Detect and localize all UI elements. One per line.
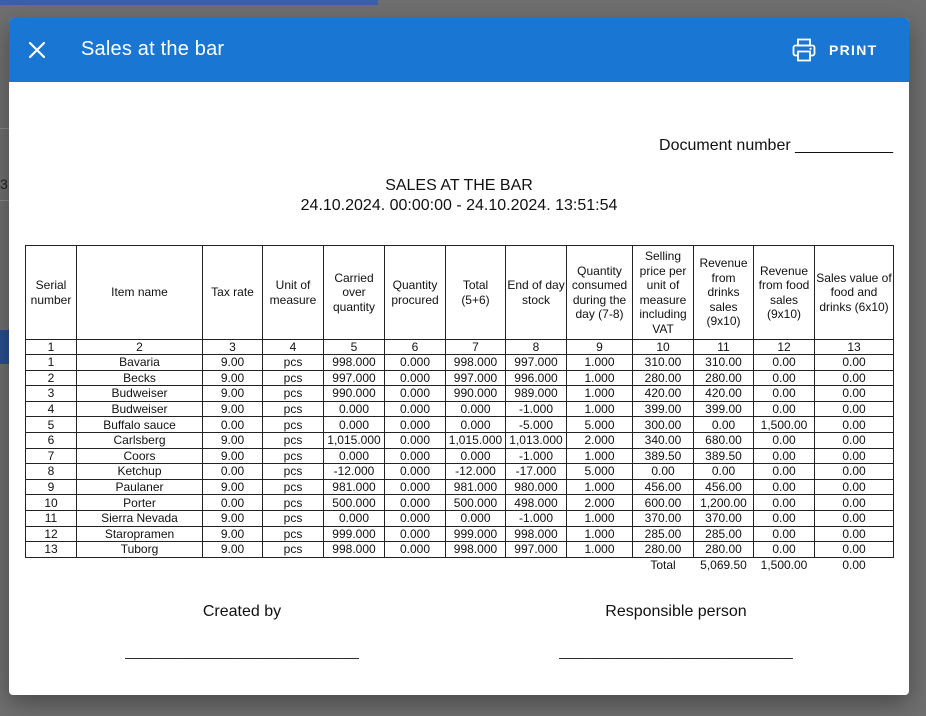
table-cell: 999.000 [324, 526, 385, 542]
table-cell: 280.00 [633, 542, 694, 558]
column-number: 5 [324, 340, 385, 355]
table-cell: 1.000 [567, 526, 633, 542]
table-cell: 0.000 [385, 432, 446, 448]
table-cell: 0.000 [385, 355, 446, 371]
created-by-signature-line: ______________________________ [125, 643, 359, 659]
table-cell: 3 [26, 386, 77, 402]
table-cell: 340.00 [633, 432, 694, 448]
table-cell: 498.000 [506, 495, 567, 511]
table-cell: 998.000 [324, 355, 385, 371]
totals-label: Total [650, 558, 676, 573]
table-row [26, 417, 894, 433]
table-cell: 370.00 [694, 510, 754, 526]
table-cell: 998.000 [324, 542, 385, 558]
column-header: End of day stock [506, 246, 567, 340]
table-cell: 5.000 [567, 417, 633, 433]
document-number: Document number ___________ [659, 137, 893, 154]
table-row [26, 401, 894, 417]
table-cell: 7 [26, 448, 77, 464]
responsible-label: Responsible person [605, 603, 747, 620]
table-cell: 1,013.000 [506, 432, 567, 448]
table-cell: 0.00 [754, 495, 815, 511]
table-cell: 0.00 [815, 355, 894, 371]
table-row [26, 542, 894, 558]
column-header: Item name [77, 246, 203, 340]
table-cell: 420.00 [694, 386, 754, 402]
report-title: SALES AT THE BAR [385, 177, 533, 194]
column-header: Quantity procured [385, 246, 446, 340]
table-cell: 9.00 [203, 542, 263, 558]
table-cell: 500.000 [324, 495, 385, 511]
table-cell: 0.000 [385, 370, 446, 386]
table-cell: 0.00 [815, 479, 894, 495]
table-cell: 0.000 [385, 464, 446, 480]
dialog-header [9, 18, 909, 82]
table-cell: 981.000 [446, 479, 506, 495]
table-cell: 998.000 [506, 526, 567, 542]
column-number: 1 [26, 340, 77, 355]
table-cell: 0.00 [815, 401, 894, 417]
table-cell: -1.000 [506, 510, 567, 526]
table-cell: 0.000 [385, 479, 446, 495]
column-number: 2 [77, 340, 203, 355]
table-cell: 370.00 [633, 510, 694, 526]
table-cell: 0.000 [324, 401, 385, 417]
table-cell: 998.000 [446, 542, 506, 558]
table-cell: 0.00 [815, 510, 894, 526]
table-cell: 9.00 [203, 510, 263, 526]
table-cell: 1.000 [567, 370, 633, 386]
table-cell: 399.00 [694, 401, 754, 417]
column-header: Revenue from food sales (9x10) [754, 246, 815, 340]
table-cell: 0.000 [385, 542, 446, 558]
table-cell: 1,015.000 [446, 432, 506, 448]
table-cell: 0.000 [385, 526, 446, 542]
table-cell: -17.000 [506, 464, 567, 480]
table-cell: 1.000 [567, 510, 633, 526]
table-cell: 0.000 [446, 417, 506, 433]
table-row [26, 526, 894, 542]
table-cell: 9.00 [203, 370, 263, 386]
table-cell: 0.000 [385, 448, 446, 464]
column-header: Tax rate [203, 246, 263, 340]
document-area [9, 82, 909, 695]
table-row [26, 448, 894, 464]
table-cell: 280.00 [694, 542, 754, 558]
table-cell: 0.00 [754, 355, 815, 371]
column-number-row [26, 340, 894, 355]
table-cell: pcs [263, 401, 324, 417]
table-cell: 456.00 [633, 479, 694, 495]
table-cell: Porter [77, 495, 203, 511]
table-cell: pcs [263, 432, 324, 448]
table-cell: pcs [263, 510, 324, 526]
created-by-block [122, 603, 362, 659]
table-cell: pcs [263, 370, 324, 386]
table-cell: 0.00 [754, 386, 815, 402]
table-cell: 1.000 [567, 355, 633, 371]
table-cell: 0.00 [694, 464, 754, 480]
table-cell: 10 [26, 495, 77, 511]
table-cell: 997.000 [446, 370, 506, 386]
background-topbar [0, 0, 378, 5]
totals-row [26, 557, 894, 572]
table-cell: 600.00 [633, 495, 694, 511]
table-cell: 6 [26, 432, 77, 448]
table-cell: 9.00 [203, 526, 263, 542]
total-drinks: 5,069.50 [700, 558, 747, 573]
table-cell: 0.00 [203, 464, 263, 480]
totals-spacer [26, 557, 633, 572]
column-number: 9 [567, 340, 633, 355]
table-cell: 389.50 [633, 448, 694, 464]
table-cell: 0.00 [754, 510, 815, 526]
table-row [26, 510, 894, 526]
table-cell: 280.00 [633, 370, 694, 386]
table-cell: 8 [26, 464, 77, 480]
table-cell: pcs [263, 417, 324, 433]
table-cell: pcs [263, 526, 324, 542]
table-cell: -1.000 [506, 448, 567, 464]
table-cell: 280.00 [694, 370, 754, 386]
table-cell: -12.000 [324, 464, 385, 480]
printer-icon [791, 37, 817, 63]
table-cell: Carlsberg [77, 432, 203, 448]
table-cell: Budweiser [77, 401, 203, 417]
background-partial-text: 3 [0, 176, 8, 192]
table-cell: 1.000 [567, 479, 633, 495]
table-cell: 0.00 [815, 386, 894, 402]
table-cell: Coors [77, 448, 203, 464]
print-button-label: PRINT [829, 42, 878, 58]
table-cell: pcs [263, 386, 324, 402]
column-header: Sales value of food and drinks (6x10) [815, 246, 894, 340]
table-cell: 1.000 [567, 542, 633, 558]
table-cell: 1 [26, 355, 77, 371]
table-cell: 1.000 [567, 401, 633, 417]
table-cell: 0.000 [446, 510, 506, 526]
column-header: Selling price per unit of measure including VAT [633, 246, 694, 340]
column-header: Serial number [26, 246, 77, 340]
table-cell: 12 [26, 526, 77, 542]
table-cell: 1.000 [567, 448, 633, 464]
table-cell: 9.00 [203, 386, 263, 402]
table-cell: 0.000 [385, 386, 446, 402]
table-cell: 5 [26, 417, 77, 433]
column-number: 6 [385, 340, 446, 355]
table-cell: 0.00 [815, 370, 894, 386]
table-cell: Staropramen [77, 526, 203, 542]
table-cell: 9.00 [203, 448, 263, 464]
table-cell: 0.00 [203, 417, 263, 433]
total-sales: 0.00 [842, 558, 866, 573]
close-button[interactable] [23, 36, 51, 64]
column-header: Carried over quantity [324, 246, 385, 340]
table-cell: 0.00 [694, 417, 754, 433]
print-button[interactable] [791, 34, 878, 66]
table-cell: 500.000 [446, 495, 506, 511]
table-cell: 1,500.00 [754, 417, 815, 433]
column-number: 8 [506, 340, 567, 355]
table-header-row [26, 246, 894, 340]
table-cell: 0.000 [324, 448, 385, 464]
table-cell: Ketchup [77, 464, 203, 480]
table-cell: Tuborg [77, 542, 203, 558]
table-cell: 310.00 [633, 355, 694, 371]
table-cell: 998.000 [446, 355, 506, 371]
table-cell: Budweiser [77, 386, 203, 402]
table-row [26, 464, 894, 480]
table-cell: 0.000 [324, 417, 385, 433]
table-row [26, 479, 894, 495]
table-cell: 389.50 [694, 448, 754, 464]
table-cell: 0.00 [754, 526, 815, 542]
column-header: Revenue from drinks sales (9x10) [694, 246, 754, 340]
table-cell: pcs [263, 464, 324, 480]
table-cell: 0.000 [385, 401, 446, 417]
table-cell: 9.00 [203, 432, 263, 448]
column-header: Quantity consumed during the day (7-8) [567, 246, 633, 340]
table-cell: Sierra Nevada [77, 510, 203, 526]
table-cell: 11 [26, 510, 77, 526]
table-cell: 9.00 [203, 479, 263, 495]
table-cell: 981.000 [324, 479, 385, 495]
table-cell: 9.00 [203, 355, 263, 371]
total-food: 1,500.00 [760, 558, 808, 573]
table-cell: 680.00 [694, 432, 754, 448]
table-cell: 0.00 [815, 464, 894, 480]
table-cell: -12.000 [446, 464, 506, 480]
table-cell: 0.00 [815, 448, 894, 464]
table-cell: Becks [77, 370, 203, 386]
table-cell: 420.00 [633, 386, 694, 402]
responsible-signature-line: ______________________________ [559, 643, 793, 659]
table-row [26, 432, 894, 448]
table-row [26, 386, 894, 402]
table-cell: 1.000 [567, 386, 633, 402]
table-cell: 2.000 [567, 432, 633, 448]
table-row [26, 370, 894, 386]
table-cell: 0.000 [324, 510, 385, 526]
table-cell: 5.000 [567, 464, 633, 480]
table-cell: 997.000 [506, 355, 567, 371]
table-cell: 2 [26, 370, 77, 386]
column-number: 13 [815, 340, 894, 355]
table-cell: 996.000 [506, 370, 567, 386]
table-cell: 989.000 [506, 386, 567, 402]
table-cell: 456.00 [694, 479, 754, 495]
table-cell: 0.00 [815, 495, 894, 511]
table-cell: pcs [263, 448, 324, 464]
table-cell: 980.000 [506, 479, 567, 495]
table-cell: 0.000 [385, 417, 446, 433]
table-cell: 2.000 [567, 495, 633, 511]
table-cell: 990.000 [324, 386, 385, 402]
table-cell: 0.00 [815, 542, 894, 558]
table-cell: Buffalo sauce [77, 417, 203, 433]
table-cell: 300.00 [633, 417, 694, 433]
table-cell: 0.00 [815, 526, 894, 542]
table-cell: 1,015.000 [324, 432, 385, 448]
table-cell: 0.000 [446, 448, 506, 464]
column-header: Unit of measure [263, 246, 324, 340]
dialog-title: Sales at the bar [81, 38, 225, 60]
table-cell: 310.00 [694, 355, 754, 371]
table-cell: Bavaria [77, 355, 203, 371]
column-number: 4 [263, 340, 324, 355]
table-cell: 9.00 [203, 401, 263, 417]
column-number: 11 [694, 340, 754, 355]
table-cell: 1,200.00 [694, 495, 754, 511]
report-period: 24.10.2024. 00:00:00 - 24.10.2024. 13:51:54 [300, 197, 618, 214]
table-cell: 0.00 [754, 464, 815, 480]
column-number: 10 [633, 340, 694, 355]
table-cell: 285.00 [694, 526, 754, 542]
table-cell: 0.00 [754, 370, 815, 386]
table-cell: -5.000 [506, 417, 567, 433]
table-cell: 0.000 [446, 401, 506, 417]
table-cell: 285.00 [633, 526, 694, 542]
table-cell: 0.00 [754, 432, 815, 448]
column-number: 3 [203, 340, 263, 355]
table-cell: 0.000 [385, 510, 446, 526]
table-cell: 0.00 [203, 495, 263, 511]
table-cell: 13 [26, 542, 77, 558]
table-cell: 0.000 [385, 495, 446, 511]
responsible-block [556, 603, 796, 659]
table-cell: 4 [26, 401, 77, 417]
column-number: 12 [754, 340, 815, 355]
table-row [26, 355, 894, 371]
table-cell: pcs [263, 542, 324, 558]
sales-table [25, 245, 894, 572]
table-cell: 0.00 [754, 479, 815, 495]
table-cell: 990.000 [446, 386, 506, 402]
table-cell: 0.00 [754, 448, 815, 464]
table-cell: Paulaner [77, 479, 203, 495]
table-cell: pcs [263, 355, 324, 371]
close-icon [28, 41, 46, 59]
sales-dialog [9, 18, 909, 695]
column-number: 7 [446, 340, 506, 355]
table-cell: 997.000 [324, 370, 385, 386]
table-cell: 997.000 [506, 542, 567, 558]
table-cell: 0.00 [815, 432, 894, 448]
column-header: Total (5+6) [446, 246, 506, 340]
table-cell: pcs [263, 479, 324, 495]
table-cell: 999.000 [446, 526, 506, 542]
created-by-label: Created by [202, 603, 282, 620]
table-cell: 0.00 [754, 401, 815, 417]
table-cell: 399.00 [633, 401, 694, 417]
table-cell: pcs [263, 495, 324, 511]
table-row [26, 495, 894, 511]
table-cell: 0.00 [633, 464, 694, 480]
table-cell: -1.000 [506, 401, 567, 417]
table-cell: 0.00 [815, 417, 894, 433]
table-cell: 0.00 [754, 542, 815, 558]
table-cell: 9 [26, 479, 77, 495]
